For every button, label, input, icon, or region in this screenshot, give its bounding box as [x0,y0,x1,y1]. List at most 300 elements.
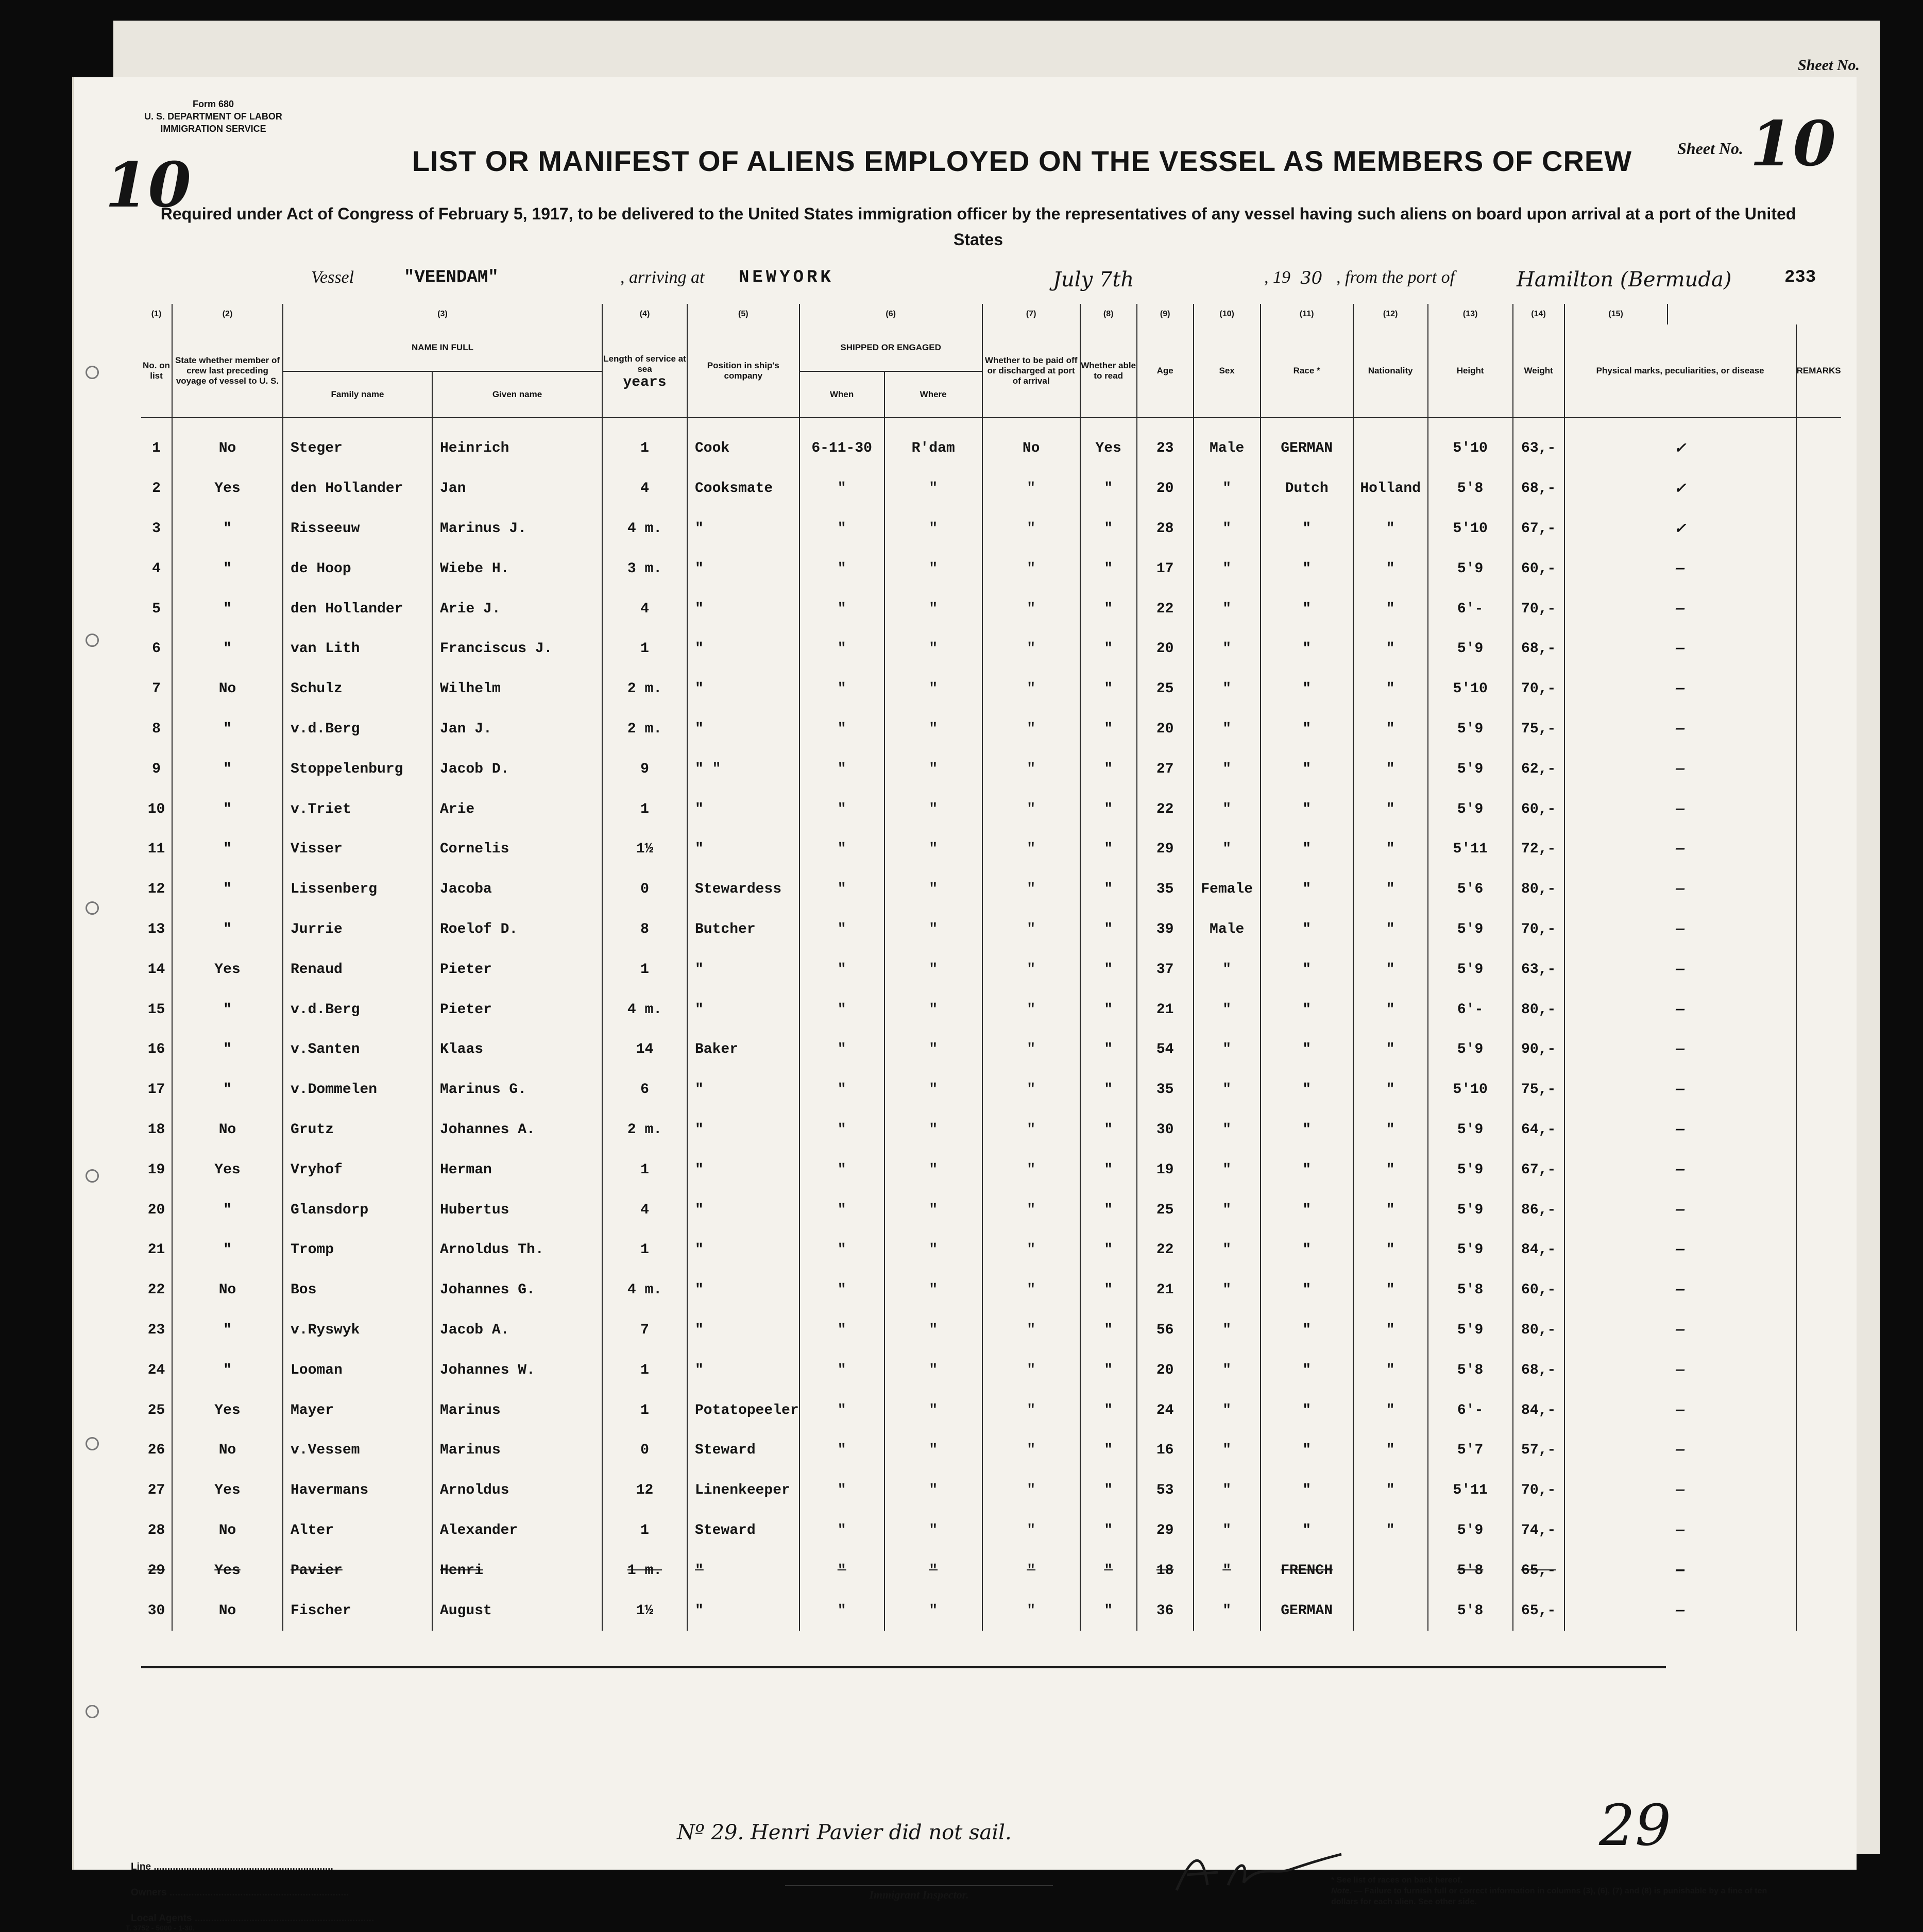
races-footnote: * See list of races on back hereof. [1331,1876,1463,1885]
height: 5'9 [1428,949,1513,989]
header-nationality: Nationality [1353,324,1428,418]
previous-voyage: Yes [172,949,283,989]
family-name: v.Dommelen [283,1070,432,1110]
row-number: 29 [147,1562,165,1579]
shipped-when: " [799,949,884,989]
age: 21 [1137,1270,1194,1310]
row-number: 7 [152,681,161,697]
previous-voyage: " [172,989,283,1030]
weight: 90,- [1513,1030,1564,1070]
height: 6'- [1428,589,1513,629]
position: Steward [687,1511,799,1551]
shipped-where: " [884,1070,982,1110]
paid-off: " [982,749,1080,789]
position: Butcher [687,910,799,950]
position: Stewardess [687,869,799,910]
weight: 68,- [1513,629,1564,669]
able-to-read: " [1080,869,1137,910]
remarks [1796,1190,1841,1230]
row-number: 25 [147,1402,165,1418]
given-name: Johannes G. [432,1270,602,1310]
position: " [687,829,799,869]
nationality: " [1353,629,1428,669]
paid-off: " [982,1310,1080,1350]
height: 5'8 [1428,469,1513,509]
shipped-where: " [884,469,982,509]
race: " [1261,1110,1353,1150]
able-to-read: " [1080,669,1137,709]
shipped-where: " [884,629,982,669]
shipped-where: " [884,829,982,869]
shipped-where: " [884,1350,982,1390]
age: 35 [1137,1070,1194,1110]
physical-marks: — [1564,629,1796,669]
physical-marks: — [1564,789,1796,829]
previous-voyage: " [172,829,283,869]
header-family-name: Family name [283,371,432,418]
family-name: Bos [283,1270,432,1310]
arrival-year: 30 [1300,268,1323,288]
family-name: v.Santen [283,1030,432,1070]
position: " [687,629,799,669]
weight: 67,- [1513,1150,1564,1190]
paid-off: " [982,1511,1080,1551]
previous-voyage: " [172,1310,283,1350]
height: 5'9 [1428,789,1513,829]
remarks [1796,1511,1841,1551]
weight: 60,- [1513,789,1564,829]
row-number: 30 [147,1602,165,1619]
previous-voyage: No [172,1591,283,1631]
weight: 70,- [1513,589,1564,629]
remarks [1796,1550,1841,1591]
paid-off: " [982,669,1080,709]
shipped-when: " [799,1230,884,1270]
table-row [141,1150,1841,1190]
remarks [1796,509,1841,549]
previous-voyage: " [172,910,283,950]
row-number: 19 [147,1161,165,1178]
years-service: 3 m. [602,549,687,589]
shipped-when: " [799,1350,884,1390]
sex: " [1194,469,1261,509]
from-label: , from the port of [1336,268,1455,287]
signature-scribble-icon [1171,1844,1347,1901]
header-row-top [141,324,1841,371]
paid-off: " [982,869,1080,910]
height: 5'9 [1428,910,1513,950]
paid-off: " [982,1430,1080,1471]
given-name: Heinrich [432,418,602,469]
handwritten-total-count: 29 [1599,1792,1671,1858]
binder-hole [86,366,99,379]
column-number: (5) [687,304,799,324]
physical-marks: — [1564,1310,1796,1350]
nationality: " [1353,1270,1428,1310]
binder-hole [86,1705,99,1718]
binder-hole [86,901,99,915]
race: " [1261,1190,1353,1230]
shipped-when: " [799,869,884,910]
nationality: " [1353,509,1428,549]
nationality: " [1353,1471,1428,1511]
nationality: Holland [1353,469,1428,509]
shipped-where: " [884,1511,982,1551]
header-state-whether: State whether member of crew last preceding voyage of vessel to U. S. [172,324,283,418]
height: 5'6 [1428,869,1513,910]
shipped-when: " [799,1030,884,1070]
paid-off: " [982,1070,1080,1110]
family-name: v.Triet [283,789,432,829]
position: " [687,1230,799,1270]
sex: " [1194,1150,1261,1190]
shipped-when: " [799,829,884,869]
nationality: " [1353,1190,1428,1230]
paid-off: " [982,509,1080,549]
race: " [1261,749,1353,789]
table-row [141,949,1841,989]
weight: 65,- [1513,1550,1564,1591]
physical-marks: — [1564,1190,1796,1230]
paid-off: " [982,949,1080,989]
table-row [141,869,1841,910]
row-number: 6 [152,641,161,657]
column-number-blank [1667,304,1796,324]
previous-voyage: " [172,1030,283,1070]
able-to-read: " [1080,949,1137,989]
race: " [1261,709,1353,749]
shipped-where: " [884,989,982,1030]
form-department-block [110,98,316,135]
age: 39 [1137,910,1194,950]
position: " [687,989,799,1030]
physical-marks: — [1564,1270,1796,1310]
age: 20 [1137,709,1194,749]
previous-voyage: " [172,709,283,749]
shipped-where: " [884,669,982,709]
weight: 75,- [1513,1070,1564,1110]
race: " [1261,1350,1353,1390]
remarks [1796,1591,1841,1631]
years-service: 1 [602,629,687,669]
able-to-read: " [1080,1030,1137,1070]
years-service: 4 [602,469,687,509]
remarks [1796,829,1841,869]
shipped-where: " [884,749,982,789]
remarks [1796,869,1841,910]
physical-marks: — [1564,949,1796,989]
header-length-service [602,324,687,418]
remarks [1796,949,1841,989]
paid-off: " [982,549,1080,589]
paid-off: " [982,709,1080,749]
row-number: 27 [147,1482,165,1499]
able-to-read: " [1080,1310,1137,1350]
age: 56 [1137,1310,1194,1350]
family-name: Risseeuw [283,509,432,549]
height: 5'11 [1428,1471,1513,1511]
given-name: August [432,1591,602,1631]
years-service: 4 m. [602,509,687,549]
table-row [141,829,1841,869]
paid-off: " [982,1591,1080,1631]
position: " [687,1270,799,1310]
sex: " [1194,1511,1261,1551]
height: 5'9 [1428,1511,1513,1551]
sex: " [1194,1390,1261,1430]
table-row [141,629,1841,669]
able-to-read: " [1080,749,1137,789]
height: 5'10 [1428,418,1513,469]
previous-voyage: " [172,509,283,549]
able-to-read: Yes [1080,418,1137,469]
row-number: 14 [147,961,165,978]
length-unit: years [623,374,667,390]
given-name: Klaas [432,1030,602,1070]
given-name: Franciscus J. [432,629,602,669]
weight: 68,- [1513,1350,1564,1390]
line-label: Line .................................................................. [131,1861,333,1872]
age: 29 [1137,1511,1194,1551]
column-number: (11) [1261,304,1353,324]
height: 5'8 [1428,1591,1513,1631]
race: Dutch [1261,469,1353,509]
physical-marks: — [1564,1070,1796,1110]
position: " [687,1110,799,1150]
page-title: LIST OR MANIFEST OF ALIENS EMPLOYED ON THE VESSEL AS MEMBERS OF CREW [412,145,1632,177]
agents-label: Local Agents .................................................................. [131,1913,375,1924]
nationality: " [1353,1511,1428,1551]
remarks [1796,669,1841,709]
physical-marks: ✓ [1564,509,1796,549]
weight: 84,- [1513,1390,1564,1430]
remarks [1796,1030,1841,1070]
remarks [1796,989,1841,1030]
previous-voyage: No [172,669,283,709]
years-service: 7 [602,1310,687,1350]
paid-off: " [982,1150,1080,1190]
race: " [1261,1070,1353,1110]
header-when: When [799,371,884,418]
able-to-read: " [1080,1110,1137,1150]
physical-marks: — [1564,910,1796,950]
physical-marks: — [1564,1110,1796,1150]
row-number: 5 [152,601,161,617]
race: " [1261,1310,1353,1350]
family-name: v.d.Berg [283,709,432,749]
row-number: 4 [152,560,161,577]
header-position: Position in ship's company [687,324,799,418]
able-to-read: " [1080,1270,1137,1310]
given-name: Herman [432,1150,602,1190]
sex: " [1194,1110,1261,1150]
row-number: 2 [152,481,161,497]
physical-marks: — [1564,1350,1796,1390]
sex: " [1194,1270,1261,1310]
sex: " [1194,669,1261,709]
height: 5'9 [1428,1150,1513,1190]
nationality: " [1353,1310,1428,1350]
family-name: van Lith [283,629,432,669]
race: " [1261,1270,1353,1310]
previous-voyage: Yes [172,1390,283,1430]
family-name: den Hollander [283,469,432,509]
sex: " [1194,749,1261,789]
shipped-where: " [884,910,982,950]
nationality [1353,418,1428,469]
given-name: Cornelis [432,829,602,869]
position: " [687,1070,799,1110]
shipped-where: " [884,1230,982,1270]
header-sex: Sex [1194,324,1261,418]
table-row [141,1350,1841,1390]
shipped-when: " [799,989,884,1030]
table-row [141,1190,1841,1230]
given-name: Arnoldus [432,1471,602,1511]
header-given-name: Given name [432,371,602,418]
years-service: 1 m. [602,1550,687,1591]
able-to-read: " [1080,469,1137,509]
sex: " [1194,789,1261,829]
table-row [141,1230,1841,1270]
table-row [141,1070,1841,1110]
given-name: Jacob D. [432,749,602,789]
years-service: 1 [602,1150,687,1190]
age: 54 [1137,1030,1194,1070]
remarks [1796,789,1841,829]
age: 25 [1137,669,1194,709]
nationality: " [1353,989,1428,1030]
previous-voyage: Yes [172,1550,283,1591]
table-row [141,469,1841,509]
footer-labels [131,1854,374,1931]
shipped-when: " [799,789,884,829]
age: 53 [1137,1471,1194,1511]
able-to-read: " [1080,829,1137,869]
binder-hole [86,634,99,647]
nationality: " [1353,1030,1428,1070]
nationality: " [1353,910,1428,950]
years-service: 2 m. [602,1110,687,1150]
paid-off: " [982,629,1080,669]
able-to-read: " [1080,1190,1137,1230]
years-service: 4 m. [602,989,687,1030]
row-number: 18 [147,1121,165,1138]
sex: " [1194,589,1261,629]
nationality: " [1353,1150,1428,1190]
row-number: 16 [147,1041,165,1058]
family-name: Grutz [283,1110,432,1150]
age: 35 [1137,869,1194,910]
height: 5'9 [1428,629,1513,669]
able-to-read: " [1080,1350,1137,1390]
remarks [1796,1070,1841,1110]
shipped-when: " [799,1150,884,1190]
sex: " [1194,1310,1261,1350]
position: " [687,709,799,749]
nationality: " [1353,1110,1428,1150]
table-row [141,749,1841,789]
age: 30 [1137,1110,1194,1150]
previous-voyage: Yes [172,1471,283,1511]
given-name: Arie [432,789,602,829]
race: " [1261,589,1353,629]
remarks [1796,589,1841,629]
shipped-when: " [799,1471,884,1511]
weight: 62,- [1513,749,1564,789]
race: " [1261,1150,1353,1190]
height: 5'11 [1428,829,1513,869]
column-number: (10) [1194,304,1261,324]
shipped-where: " [884,1150,982,1190]
column-number: (15) [1564,304,1667,324]
able-to-read: " [1080,1471,1137,1511]
position: " [687,1550,799,1591]
table-row [141,1471,1841,1511]
table-row [141,709,1841,749]
sex: Male [1194,418,1261,469]
remarks [1796,749,1841,789]
physical-marks: — [1564,829,1796,869]
page-subtitle: Required under Act of Congress of February 5, 1917, to be delivered to the United States immigration officer by the representatives of any vessel having such aliens on board upon arrival at a port of the United States [160,204,1796,249]
sex: " [1194,629,1261,669]
year-prefix: , 19 [1264,268,1290,287]
form-number: Form 680 [192,99,234,109]
sex: " [1194,1350,1261,1390]
height: 5'8 [1428,1550,1513,1591]
family-name: Mayer [283,1390,432,1430]
arrival-port: NEWYORK [739,268,834,287]
race: " [1261,869,1353,910]
position: " [687,1190,799,1230]
paid-off: " [982,1550,1080,1591]
given-name: Marinus [432,1390,602,1430]
height: 5'9 [1428,1110,1513,1150]
paid-off: " [982,589,1080,629]
weight: 60,- [1513,549,1564,589]
column-number: (1) [151,310,162,318]
sex: Male [1194,910,1261,950]
table-row [141,789,1841,829]
family-name: Steger [283,418,432,469]
crew-rows [141,418,1841,1631]
column-number: (6) [799,304,982,324]
vessel-label: Vessel [311,268,354,287]
given-name: Arnoldus Th. [432,1230,602,1270]
shipped-when: " [799,469,884,509]
table-row [141,589,1841,629]
remarks [1796,1270,1841,1310]
family-name: Lissenberg [283,869,432,910]
shipped-where: " [884,1030,982,1070]
row-number: 9 [152,761,161,777]
given-name: Pieter [432,949,602,989]
service-name: IMMIGRATION SERVICE [160,124,266,134]
years-service: 1 [602,949,687,989]
given-name: Hubertus [432,1190,602,1230]
arrival-date: July 7th [1053,268,1134,292]
sex: " [1194,989,1261,1030]
family-name: Stoppelenburg [283,749,432,789]
weight: 70,- [1513,910,1564,950]
physical-marks: — [1564,1390,1796,1430]
years-service: 9 [602,749,687,789]
row-number: 13 [147,921,165,937]
years-service: 2 m. [602,709,687,749]
shipped-when: " [799,1270,884,1310]
able-to-read: " [1080,1430,1137,1471]
height: 5'7 [1428,1430,1513,1471]
